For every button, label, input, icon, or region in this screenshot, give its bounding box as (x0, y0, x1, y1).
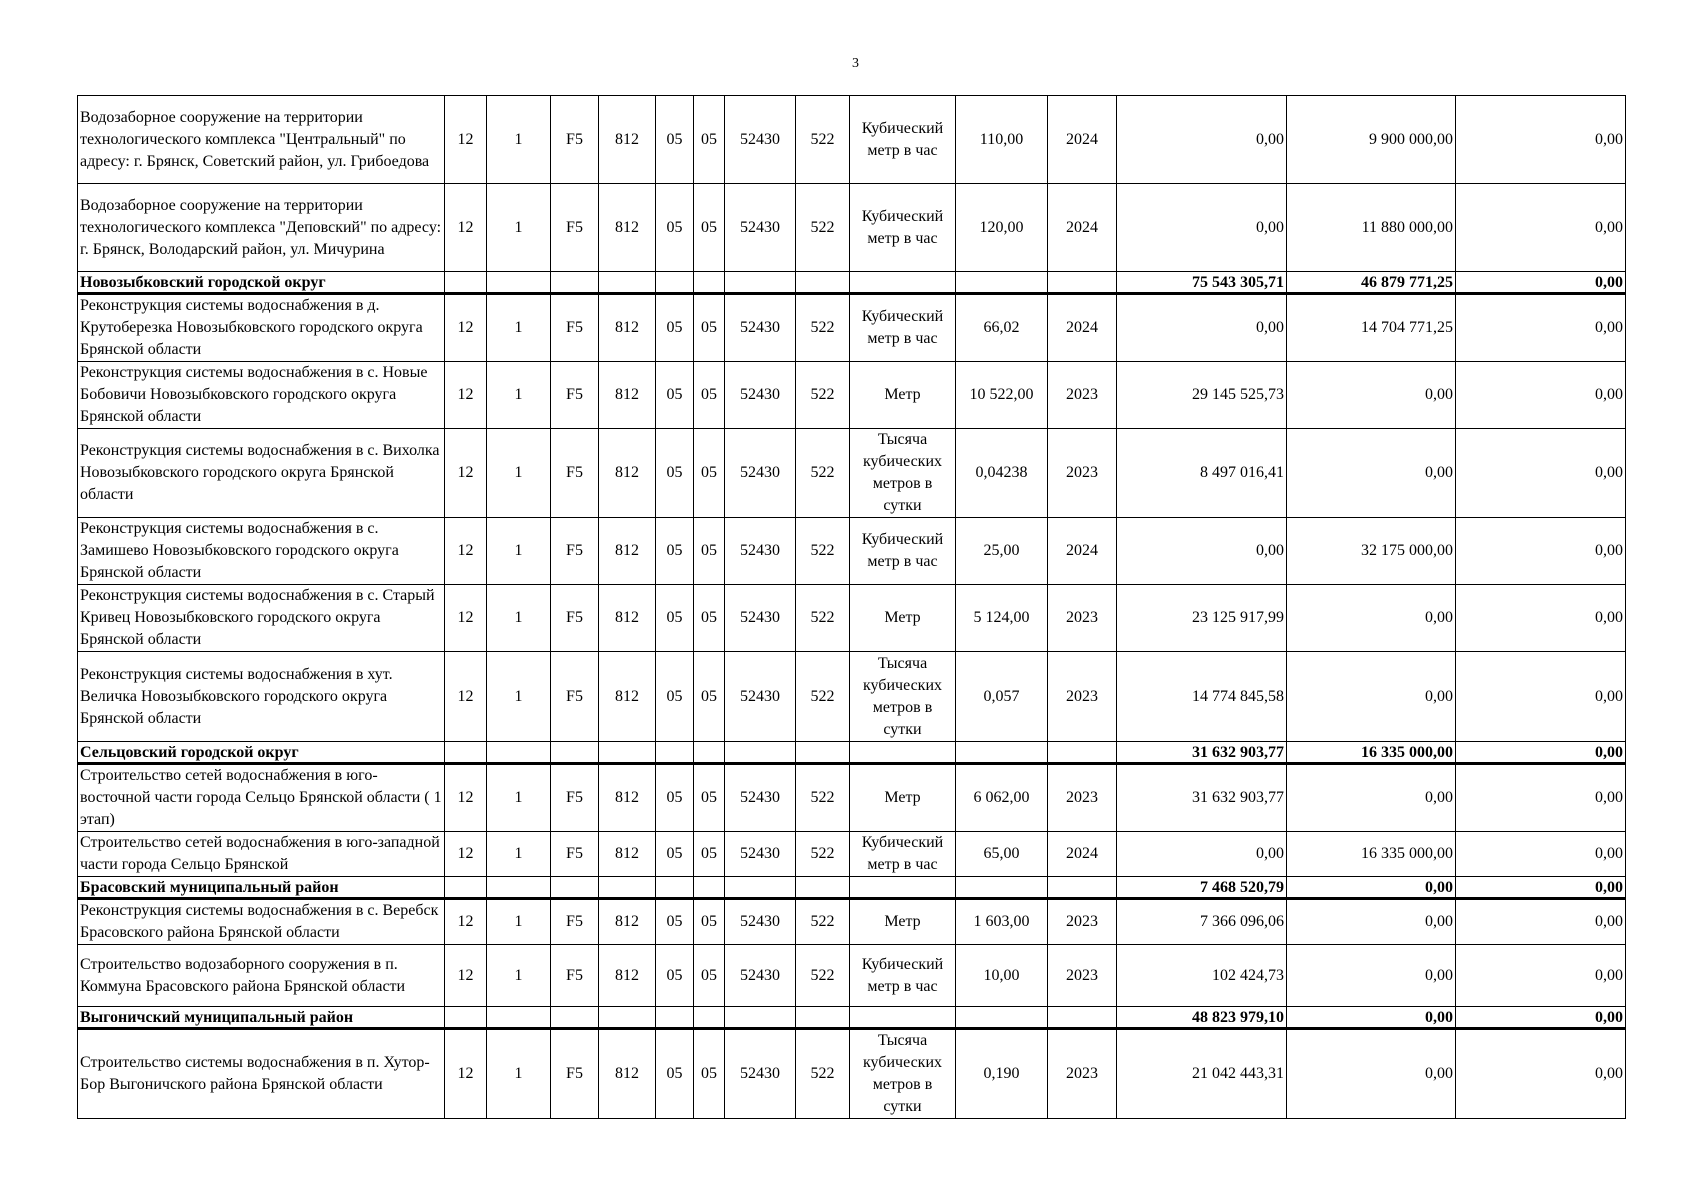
unit-cell: Кубический метр в час (850, 96, 956, 184)
code-cell: 12 (445, 429, 487, 518)
code-cell: 05 (694, 429, 725, 518)
unit-cell: Метр (850, 764, 956, 832)
year-cell: 2023 (1048, 764, 1117, 832)
code-cell: 05 (656, 652, 694, 742)
code-cell: 52430 (725, 945, 796, 1007)
amount-cell: 16 335 000,00 (1287, 832, 1456, 877)
code-cell: 812 (599, 362, 656, 429)
code-cell: 52430 (725, 184, 796, 272)
code-cell: 522 (796, 585, 850, 652)
table-row (78, 96, 1626, 184)
code-cell: 05 (656, 184, 694, 272)
code-cell: 52430 (725, 429, 796, 518)
group-name: Сельцовский городской округ (78, 742, 445, 764)
group-amount-cell: 7 468 520,79 (1117, 877, 1287, 899)
amount-cell: 21 042 443,31 (1117, 1029, 1287, 1119)
code-cell: F5 (551, 184, 599, 272)
year-cell: 2024 (1048, 518, 1117, 585)
unit-cell: Тысяча кубических метров в сутки (850, 652, 956, 742)
amount-cell: 31 632 903,77 (1117, 764, 1287, 832)
code-cell: 05 (694, 899, 725, 945)
code-cell: 05 (694, 362, 725, 429)
project-name: Водозаборное сооружение на территории технологического комплекса "Центральный" по адресу: г. Брянск, Советский район, ул. Грибоедова (78, 96, 445, 184)
year-cell: 2024 (1048, 832, 1117, 877)
code-cell: 05 (694, 764, 725, 832)
unit-cell: Кубический метр в час (850, 945, 956, 1007)
table-row (78, 294, 1626, 362)
amount-cell: 0,00 (1456, 652, 1626, 742)
amount-cell: 9 900 000,00 (1287, 96, 1456, 184)
code-cell: 1 (487, 945, 551, 1007)
group-total-row (78, 272, 1626, 294)
project-name: Реконструкция системы водоснабжения в хут. Величка Новозыбковского городского округа Брянской области (78, 652, 445, 742)
capacity-cell: 0,190 (956, 1029, 1048, 1119)
code-cell: 522 (796, 184, 850, 272)
group-total-row (78, 742, 1626, 764)
code-cell: 522 (796, 362, 850, 429)
project-name: Строительство водозаборного сооружения в п. Коммуна Брасовского района Брянской области (78, 945, 445, 1007)
code-cell: F5 (551, 652, 599, 742)
group-name: Выгоничский муниципальный район (78, 1007, 445, 1029)
unit-cell: Кубический метр в час (850, 832, 956, 877)
code-cell: 52430 (725, 652, 796, 742)
code-cell: 812 (599, 652, 656, 742)
code-cell: 05 (694, 294, 725, 362)
year-cell: 2024 (1048, 96, 1117, 184)
amount-cell: 0,00 (1287, 429, 1456, 518)
group-total-row (78, 1007, 1626, 1029)
code-cell: F5 (551, 585, 599, 652)
code-cell: 52430 (725, 294, 796, 362)
year-cell: 2023 (1048, 585, 1117, 652)
year-cell: 2023 (1048, 652, 1117, 742)
code-cell: 52430 (725, 1029, 796, 1119)
code-cell: 12 (445, 899, 487, 945)
unit-cell: Кубический метр в час (850, 184, 956, 272)
year-cell: 2023 (1048, 945, 1117, 1007)
unit-cell: Метр (850, 585, 956, 652)
amount-cell: 11 880 000,00 (1287, 184, 1456, 272)
code-cell: 52430 (725, 518, 796, 585)
code-cell: 05 (694, 184, 725, 272)
code-cell: 812 (599, 764, 656, 832)
capacity-cell: 0,04238 (956, 429, 1048, 518)
code-cell: 12 (445, 764, 487, 832)
code-cell: F5 (551, 96, 599, 184)
code-cell: 812 (599, 832, 656, 877)
table-row (78, 362, 1626, 429)
code-cell: 05 (694, 652, 725, 742)
amount-cell: 14 774 845,58 (1117, 652, 1287, 742)
code-cell: 52430 (725, 362, 796, 429)
code-cell: 522 (796, 1029, 850, 1119)
code-cell: 1 (487, 764, 551, 832)
project-name: Реконструкция системы водоснабжения в с. Замишево Новозыбковского городского округа Брянской области (78, 518, 445, 585)
table-row (78, 1029, 1626, 1119)
code-cell: 812 (599, 899, 656, 945)
table-row (78, 585, 1626, 652)
code-cell: 05 (656, 429, 694, 518)
code-cell: 522 (796, 518, 850, 585)
code-cell: 12 (445, 832, 487, 877)
code-cell: 12 (445, 96, 487, 184)
code-cell: 05 (694, 585, 725, 652)
project-name: Реконструкция системы водоснабжения в д. Крутоберезка Новозыбковского городского округа Брянской области (78, 294, 445, 362)
amount-cell: 0,00 (1287, 945, 1456, 1007)
amount-cell: 0,00 (1287, 899, 1456, 945)
capacity-cell: 6 062,00 (956, 764, 1048, 832)
table-row (78, 652, 1626, 742)
code-cell: 05 (656, 899, 694, 945)
year-cell: 2023 (1048, 899, 1117, 945)
amount-cell: 0,00 (1456, 184, 1626, 272)
code-cell: F5 (551, 764, 599, 832)
code-cell: F5 (551, 1029, 599, 1119)
code-cell: 12 (445, 585, 487, 652)
code-cell: 812 (599, 184, 656, 272)
capacity-cell: 120,00 (956, 184, 1048, 272)
project-name: Строительство системы водоснабжения в п. Хутор-Бор Выгоничского района Брянской области (78, 1029, 445, 1119)
group-name: Новозыбковский городской округ (78, 272, 445, 294)
year-cell: 2023 (1048, 362, 1117, 429)
amount-cell: 0,00 (1456, 764, 1626, 832)
code-cell: F5 (551, 294, 599, 362)
table-row (78, 832, 1626, 877)
year-cell: 2023 (1048, 1029, 1117, 1119)
code-cell: F5 (551, 429, 599, 518)
code-cell: F5 (551, 518, 599, 585)
table-row (78, 184, 1626, 272)
project-name: Строительство сетей водоснабжения в юго-западной части города Сельцо Брянской (78, 832, 445, 877)
code-cell: 812 (599, 429, 656, 518)
amount-cell: 0,00 (1456, 362, 1626, 429)
group-name: Брасовский муниципальный район (78, 877, 445, 899)
unit-cell: Кубический метр в час (850, 294, 956, 362)
amount-cell: 14 704 771,25 (1287, 294, 1456, 362)
year-cell: 2024 (1048, 294, 1117, 362)
code-cell: 12 (445, 362, 487, 429)
capacity-cell: 1 603,00 (956, 899, 1048, 945)
code-cell: 812 (599, 585, 656, 652)
amount-cell: 0,00 (1456, 832, 1626, 877)
amount-cell: 23 125 917,99 (1117, 585, 1287, 652)
code-cell: 1 (487, 585, 551, 652)
amount-cell: 0,00 (1456, 429, 1626, 518)
capacity-cell: 110,00 (956, 96, 1048, 184)
amount-cell: 0,00 (1456, 899, 1626, 945)
unit-cell: Тысяча кубических метров в сутки (850, 1029, 956, 1119)
unit-cell: Тысяча кубических метров в сутки (850, 429, 956, 518)
code-cell: 05 (656, 832, 694, 877)
code-cell: 12 (445, 294, 487, 362)
group-amount-cell: 48 823 979,10 (1117, 1007, 1287, 1029)
code-cell: 12 (445, 1029, 487, 1119)
code-cell: 1 (487, 96, 551, 184)
unit-cell: Кубический метр в час (850, 518, 956, 585)
code-cell: F5 (551, 362, 599, 429)
capacity-cell: 10,00 (956, 945, 1048, 1007)
code-cell: 522 (796, 429, 850, 518)
amount-cell: 7 366 096,06 (1117, 899, 1287, 945)
code-cell: 05 (694, 832, 725, 877)
group-amount-cell: 16 335 000,00 (1287, 742, 1456, 764)
amount-cell: 0,00 (1117, 294, 1287, 362)
code-cell: 1 (487, 899, 551, 945)
code-cell: 05 (656, 1029, 694, 1119)
code-cell: 05 (656, 362, 694, 429)
group-amount-cell: 75 543 305,71 (1117, 272, 1287, 294)
table-row (78, 945, 1626, 1007)
code-cell: 522 (796, 899, 850, 945)
code-cell: 522 (796, 294, 850, 362)
unit-cell: Метр (850, 362, 956, 429)
code-cell: 05 (656, 764, 694, 832)
amount-cell: 29 145 525,73 (1117, 362, 1287, 429)
table-row (78, 764, 1626, 832)
capacity-cell: 25,00 (956, 518, 1048, 585)
code-cell: 05 (656, 96, 694, 184)
code-cell: 05 (694, 945, 725, 1007)
year-cell: 2023 (1048, 429, 1117, 518)
group-amount-cell: 0,00 (1287, 877, 1456, 899)
amount-cell: 0,00 (1456, 518, 1626, 585)
group-amount-cell: 0,00 (1287, 1007, 1456, 1029)
year-cell: 2024 (1048, 184, 1117, 272)
group-amount-cell: 0,00 (1456, 1007, 1626, 1029)
unit-cell: Метр (850, 899, 956, 945)
capacity-cell: 5 124,00 (956, 585, 1048, 652)
code-cell: 52430 (725, 585, 796, 652)
project-name: Реконструкция системы водоснабжения в с. Старый Кривец Новозыбковского городского округа Брянской области (78, 585, 445, 652)
code-cell: 1 (487, 652, 551, 742)
code-cell: 12 (445, 652, 487, 742)
capacity-cell: 65,00 (956, 832, 1048, 877)
code-cell: 812 (599, 96, 656, 184)
project-name: Строительство сетей водоснабжения в юго-восточной части города Сельцо Брянской области ( 1 этап) (78, 764, 445, 832)
code-cell: 05 (656, 945, 694, 1007)
code-cell: 52430 (725, 832, 796, 877)
group-amount-cell: 46 879 771,25 (1287, 272, 1456, 294)
code-cell: F5 (551, 899, 599, 945)
group-amount-cell: 0,00 (1456, 877, 1626, 899)
code-cell: 812 (599, 945, 656, 1007)
code-cell: 05 (656, 518, 694, 585)
code-cell: 05 (694, 518, 725, 585)
project-name: Реконструкция системы водоснабжения в с. Веребск Брасовского района Брянской области (78, 899, 445, 945)
code-cell: 52430 (725, 96, 796, 184)
page-number: 3 (852, 56, 859, 71)
code-cell: 522 (796, 764, 850, 832)
group-amount-cell: 31 632 903,77 (1117, 742, 1287, 764)
capacity-cell: 0,057 (956, 652, 1048, 742)
code-cell: 05 (656, 294, 694, 362)
amount-cell: 0,00 (1287, 1029, 1456, 1119)
amount-cell: 0,00 (1117, 184, 1287, 272)
project-name: Реконструкция системы водоснабжения в с. Вихолка Новозыбковского городского округа Брянской области (78, 429, 445, 518)
amount-cell: 0,00 (1456, 294, 1626, 362)
code-cell: 1 (487, 294, 551, 362)
code-cell: 1 (487, 184, 551, 272)
amount-cell: 8 497 016,41 (1117, 429, 1287, 518)
amount-cell: 0,00 (1287, 764, 1456, 832)
code-cell: F5 (551, 832, 599, 877)
amount-cell: 0,00 (1287, 362, 1456, 429)
group-total-row (78, 877, 1626, 899)
amount-cell: 0,00 (1117, 518, 1287, 585)
amount-cell: 0,00 (1456, 1029, 1626, 1119)
code-cell: 1 (487, 362, 551, 429)
code-cell: 12 (445, 518, 487, 585)
code-cell: 1 (487, 832, 551, 877)
code-cell: 1 (487, 518, 551, 585)
code-cell: 05 (694, 1029, 725, 1119)
code-cell: 12 (445, 184, 487, 272)
code-cell: 522 (796, 652, 850, 742)
amount-cell: 0,00 (1117, 832, 1287, 877)
code-cell: 52430 (725, 899, 796, 945)
amount-cell: 0,00 (1287, 585, 1456, 652)
code-cell: F5 (551, 945, 599, 1007)
capacity-cell: 10 522,00 (956, 362, 1048, 429)
budget-table (77, 95, 1626, 1119)
amount-cell: 0,00 (1456, 96, 1626, 184)
amount-cell: 32 175 000,00 (1287, 518, 1456, 585)
group-amount-cell: 0,00 (1456, 742, 1626, 764)
group-amount-cell: 0,00 (1456, 272, 1626, 294)
amount-cell: 0,00 (1456, 585, 1626, 652)
project-name: Водозаборное сооружение на территории технологического комплекса "Деповский" по адресу: г. Брянск, Володарский район, ул. Мичурина (78, 184, 445, 272)
amount-cell: 0,00 (1117, 96, 1287, 184)
code-cell: 52430 (725, 764, 796, 832)
code-cell: 05 (694, 96, 725, 184)
amount-cell: 0,00 (1287, 652, 1456, 742)
capacity-cell: 66,02 (956, 294, 1048, 362)
code-cell: 812 (599, 294, 656, 362)
code-cell: 05 (656, 585, 694, 652)
code-cell: 1 (487, 429, 551, 518)
table-row (78, 518, 1626, 585)
code-cell: 12 (445, 945, 487, 1007)
amount-cell: 0,00 (1456, 945, 1626, 1007)
code-cell: 522 (796, 945, 850, 1007)
code-cell: 1 (487, 1029, 551, 1119)
code-cell: 522 (796, 832, 850, 877)
code-cell: 812 (599, 1029, 656, 1119)
amount-cell: 102 424,73 (1117, 945, 1287, 1007)
project-name: Реконструкция системы водоснабжения в с. Новые Бобовичи Новозыбковского городского округа Брянской области (78, 362, 445, 429)
table-row (78, 899, 1626, 945)
code-cell: 812 (599, 518, 656, 585)
table-row (78, 429, 1626, 518)
code-cell: 522 (796, 96, 850, 184)
